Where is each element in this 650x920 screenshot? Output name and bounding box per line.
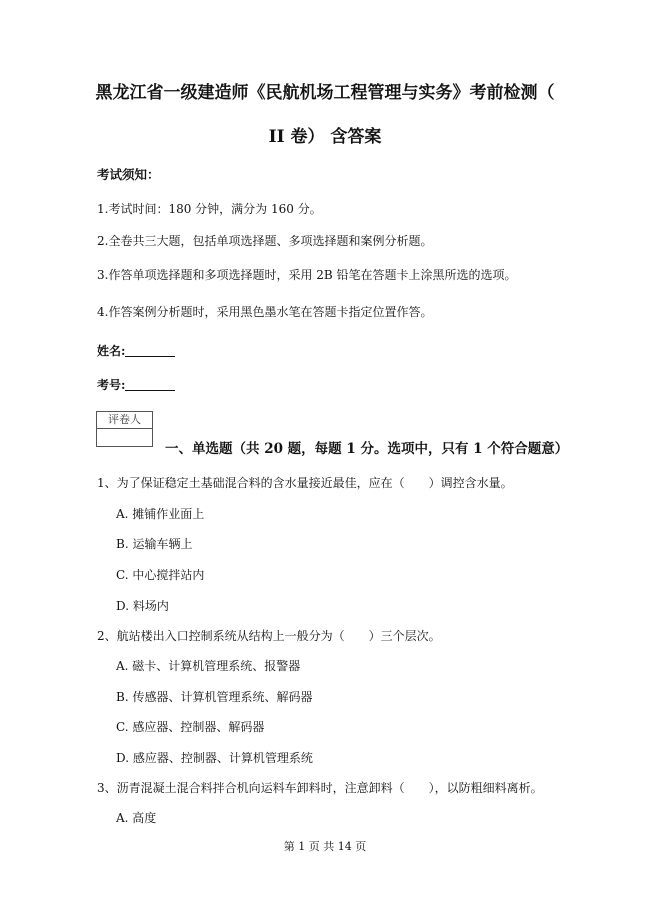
name-field[interactable] — [97, 342, 175, 359]
question-2-option-b: B. 传感器、计算机管理系统、解码器 — [116, 690, 313, 704]
question-3: 3、沥青混凝土混合料拌合机向运料车卸料时，注意卸料（ ），以防粗细料离析。 — [97, 781, 543, 795]
question-1: 1、为了保证稳定土基础混合料的含水量接近最佳，应在（ ）调控含水量。 — [97, 476, 513, 490]
notice-item: 2.全卷共三大题，包括单项选择题、多项选择题和案例分析题。 — [97, 234, 433, 248]
question-3-option-a: A. 高度 — [116, 811, 157, 825]
question-1-option-c: C. 中心搅拌站内 — [116, 568, 205, 582]
exam-number-label: 考号: — [97, 378, 126, 392]
question-2: 2、航站楼出入口控制系统从结构上一般分为（ ）三个层次。 — [97, 629, 441, 643]
question-2-option-c: C. 感应器、控制器、解码器 — [116, 720, 265, 734]
question-2-option-d: D. 感应器、控制器、计算机管理系统 — [116, 751, 313, 765]
name-label: 姓名: — [97, 344, 126, 358]
notice-item: 4.作答案例分析题时，采用黑色墨水笔在答题卡指定位置作答。 — [97, 305, 433, 319]
notice-item: 3.作答单项选择题和多项选择题时，采用 2B 铅笔在答题卡上涂黑所选的选项。 — [97, 268, 517, 282]
document-title-line-2: II 卷） 含答案 — [268, 127, 382, 147]
section-heading: 一、单选题（共 20 题，每题 1 分。选项中，只有 1 个符合题意） — [165, 441, 569, 457]
exam-number-field[interactable] — [97, 376, 175, 393]
notice-heading: 考试须知： — [97, 167, 160, 182]
question-1-option-b: B. 运输车辆上 — [116, 537, 193, 551]
name-blank[interactable] — [125, 344, 175, 357]
question-1-option-d: D. 料场内 — [116, 599, 169, 613]
question-1-option-a: A. 摊铺作业面上 — [116, 507, 205, 521]
grader-box — [96, 411, 153, 447]
page-footer: 第 1 页 共 14 页 — [283, 840, 367, 853]
grader-label: 评卷人 — [97, 412, 152, 429]
question-2-option-a: A. 磁卡、计算机管理系统、报警器 — [116, 659, 301, 673]
exam-number-blank[interactable] — [125, 378, 175, 391]
notice-item: 1.考试时间：180 分钟，满分为 160 分。 — [97, 202, 322, 216]
document-title-line-1: 黑龙江省一级建造师《民航机场工程管理与实务》考前检测（ — [95, 83, 555, 103]
